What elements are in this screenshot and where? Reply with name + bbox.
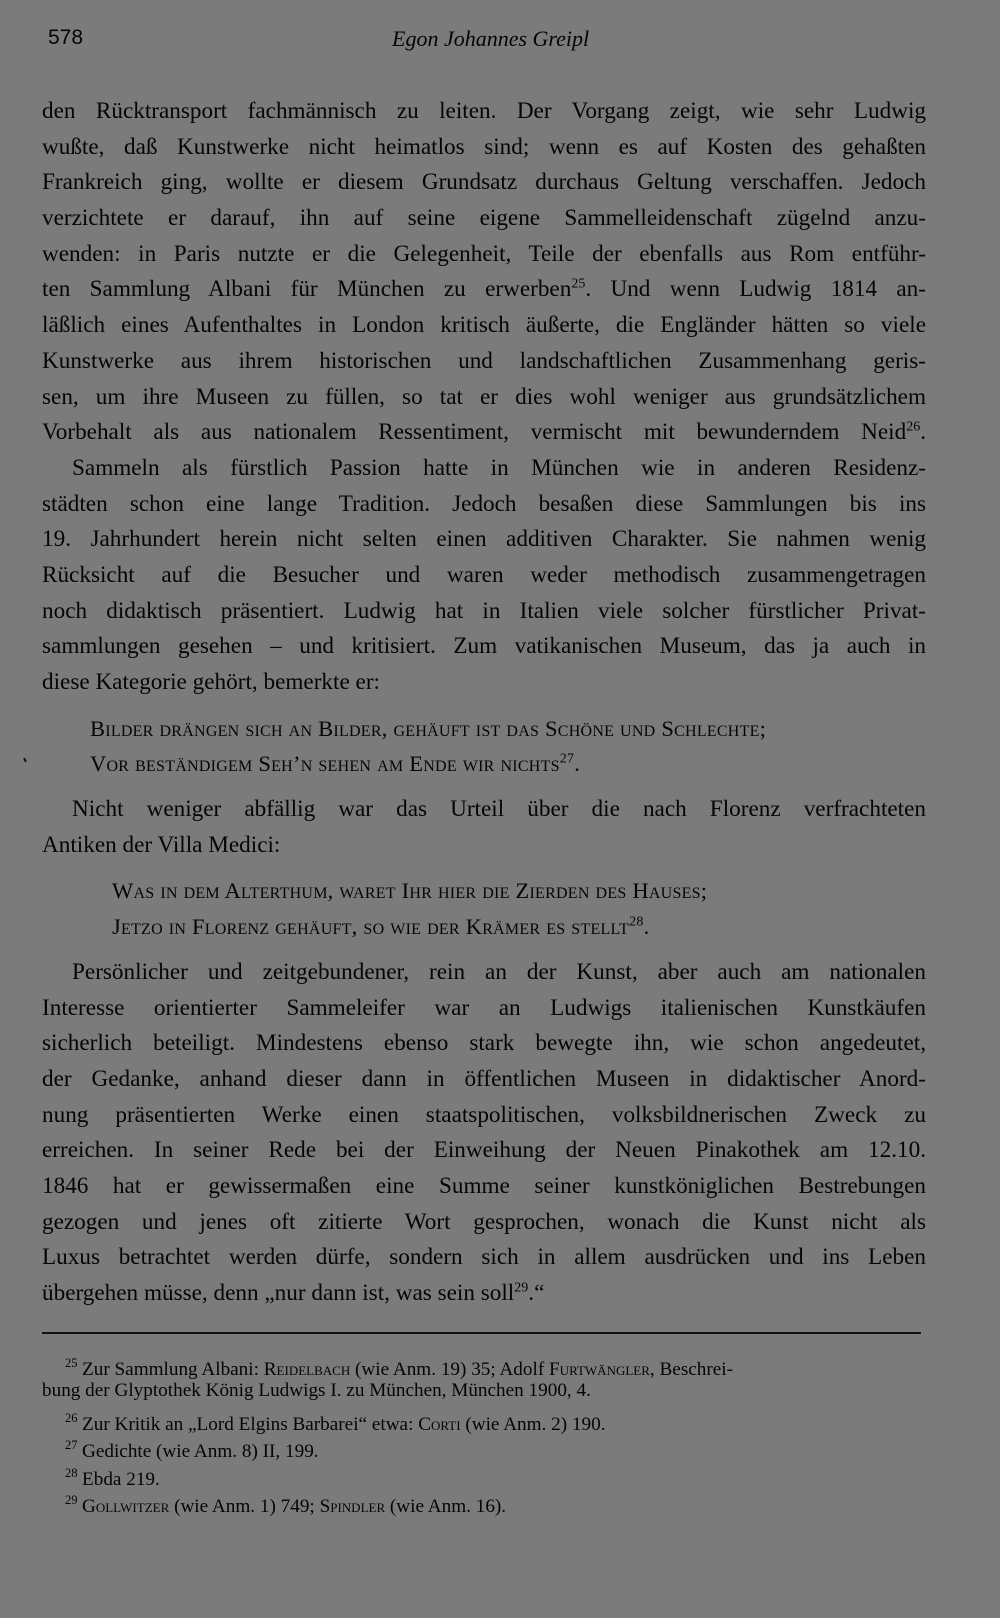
footnote-ref-29[interactable]: 29 [514, 1280, 529, 1296]
footnote-number: 27 [65, 1438, 78, 1453]
page-number: 578 [48, 26, 84, 49]
text-fragment: . [920, 419, 926, 446]
text-line: 19. Jahrhundert herein nicht selten einen additiven Charakter. Sie nahmen wenig [42, 526, 926, 553]
footnote-text: Gedichte (wie Anm. 8) II, 199. [82, 1441, 319, 1463]
verse-line [90, 746, 926, 782]
text-line [42, 272, 926, 308]
text-fragment: . Und wenn Ludwig 1814 an- [585, 276, 927, 303]
verse-text: Jetzo in Florenz gehäuft, so wie der Krämer es stellt [112, 914, 630, 940]
author-name: Furtwängler [549, 1359, 650, 1380]
verse-line: Was in dem Alterthum, waret Ihr hier die Zierden des Hauses; [112, 878, 708, 904]
text-line: sen, um ihre Museen zu füllen, so tat er dies wohl weniger aus grundsätzlichem [42, 383, 926, 410]
author-name: Reidelbach [263, 1359, 351, 1380]
text-line: Sammeln als fürstlich Passion hatte in München wie in anderen Residenz- [72, 454, 926, 481]
text-fragment: übergehen müsse, denn „nur dann ist, was sein soll [42, 1280, 515, 1306]
text-line: Kunstwerke aus ihrem historischen und landschaftlichen Zusammenhang geris- [42, 347, 926, 374]
text-line: Interesse orientierter Sammeleifer war an Ludwigs italienischen Kunstkäufen [42, 994, 926, 1021]
footnote-text: (wie Anm. 2) 190. [460, 1413, 606, 1435]
text-line: Frankreich ging, wollte er diesem Grundsatz durchaus Geltung verschaffen. Jedoch [42, 169, 926, 196]
text-line: wußte, daß Kunstwerke nicht heimatlos sind; wenn es auf Kosten des gehaßten [42, 133, 926, 160]
text-line: noch didaktisch präsentiert. Ludwig hat in Italien viele solcher fürstlicher Privat- [42, 597, 926, 624]
author-name: Spindler [319, 1495, 386, 1517]
main-text [42, 94, 926, 1312]
footnote-number: 28 [65, 1465, 78, 1480]
footnote-26 [42, 1405, 926, 1435]
text-fragment: Vorbehalt als aus nationalem Ressentiment, vermischt mit bewunderndem Neid [42, 419, 907, 446]
spacer [42, 701, 926, 711]
text-line: Luxus betrachtet werden dürfe, sondern sich in allem ausdrücken und ins Leben [42, 1244, 926, 1271]
verse-line [112, 909, 926, 945]
footnote-ref-27[interactable]: 27 [559, 751, 575, 767]
footnote-29 [42, 1487, 926, 1517]
footnote-28 [42, 1460, 926, 1490]
text-line: gezogen und jenes oft zitierte Wort gesprochen, wonach die Kunst nicht als [42, 1208, 926, 1235]
spacer [42, 945, 926, 955]
text-line: diese Kategorie gehört, bemerkte er: [42, 669, 380, 695]
spacer [42, 863, 926, 873]
text-line: sicherlich beteiligt. Mindestens ebenso stark bewegte ihn, wie schon angedeutet, [42, 1030, 926, 1057]
text-line: den Rücktransport fachmännisch zu leiten. Der Vorgang zeigt, wie sehr Ludwig [42, 98, 926, 124]
verse-text: Vor beständigem Seh’n sehen am Ende wir nichts [90, 751, 560, 777]
text-line: Nicht weniger abfällig war das Urteil über die nach Florenz verfrachteten [72, 796, 926, 823]
text-line: wenden: in Paris nutzte er die Gelegenheit, Teile der ebenfalls aus Rom entführ- [42, 240, 926, 267]
author-name: Gollwitzer [82, 1495, 170, 1517]
text-line [42, 1276, 926, 1312]
text-fragment: .“ [528, 1280, 545, 1306]
verse-end: . [643, 914, 650, 940]
text-line: Antiken der Villa Medici: [42, 831, 281, 858]
verse-end: . [574, 751, 581, 777]
footnote-text: , Beschrei- [649, 1359, 734, 1380]
text-line: verzichtete er darauf, ihn auf seine eigene Sammelleidenschaft zügelnd anzu- [42, 205, 926, 232]
footnote-text: (wie Anm. 16). [385, 1495, 507, 1517]
text-line: der Gedanke, anhand dieser dann in öffentlichen Museen in didaktischer Anord- [42, 1065, 926, 1092]
text-line: erreichen. In seiner Rede bei der Einweihung der Neuen Pinakothek am 12.10. [42, 1137, 926, 1164]
footnote-ref-25[interactable]: 25 [571, 276, 586, 292]
footnotes [42, 1350, 926, 1517]
footnote-text: (wie Anm. 1) 749; [169, 1495, 320, 1517]
footnote-ref-28[interactable]: 28 [629, 914, 644, 930]
footnote-number: 26 [65, 1410, 78, 1425]
footnote-number: 29 [65, 1492, 78, 1507]
text-line: sammlungen gesehen – und kritisiert. Zum vatikanischen Museum, das ja auch in [42, 633, 926, 660]
text-fragment: ten Sammlung Albani für München zu erwerben [42, 276, 572, 303]
footnote-25-continuation: bung der Glyptothek König Ludwigs I. zu München, München 1900, 4. [42, 1380, 591, 1402]
page-header [48, 26, 926, 56]
footnote-text: (wie Anm. 19) 35; Adolf [350, 1359, 550, 1380]
text-line: nung präsentierten Werke einen staatspolitischen, volksbildnerischen Zweck zu [42, 1101, 926, 1128]
text-line: läßlich eines Aufenthaltes in London kritisch äußerte, die Engländer hätten so viele [42, 312, 926, 339]
footnote-ref-26[interactable]: 26 [906, 419, 921, 435]
text-line: städten schon eine lange Tradition. Jedoch besaßen diese Sammlungen bis ins [42, 490, 926, 517]
footnote-text: Zur Kritik an „Lord Elgins Barbarei“ etwa: [82, 1413, 419, 1435]
footnote-27 [42, 1432, 926, 1463]
text-line: 1846 hat er gewissermaßen eine Summe seiner kunstköniglichen Bestrebungen [42, 1172, 926, 1199]
margin-mark [23, 758, 27, 762]
verse-line: Bilder drängen sich an Bilder, gehäuft ist das Schöne und Schlechte; [90, 715, 767, 741]
author-name: Corti [418, 1413, 461, 1435]
footnote-number: 25 [65, 1356, 78, 1370]
footnote-text: Zur Sammlung Albani: [82, 1359, 264, 1380]
spacer [42, 782, 926, 792]
footnote-divider [42, 1332, 921, 1334]
text-line: Persönlicher und zeitgebundener, rein an der Kunst, aber auch am nationalen [72, 958, 926, 985]
footnote-text: Ebda 219. [82, 1468, 160, 1490]
running-head: Egon Johannes Greipl [392, 26, 590, 51]
footnote-25 [42, 1350, 926, 1380]
text-line [42, 415, 926, 451]
text-line: Rücksicht auf die Besucher und waren weder methodisch zusammengetragen [42, 561, 926, 588]
